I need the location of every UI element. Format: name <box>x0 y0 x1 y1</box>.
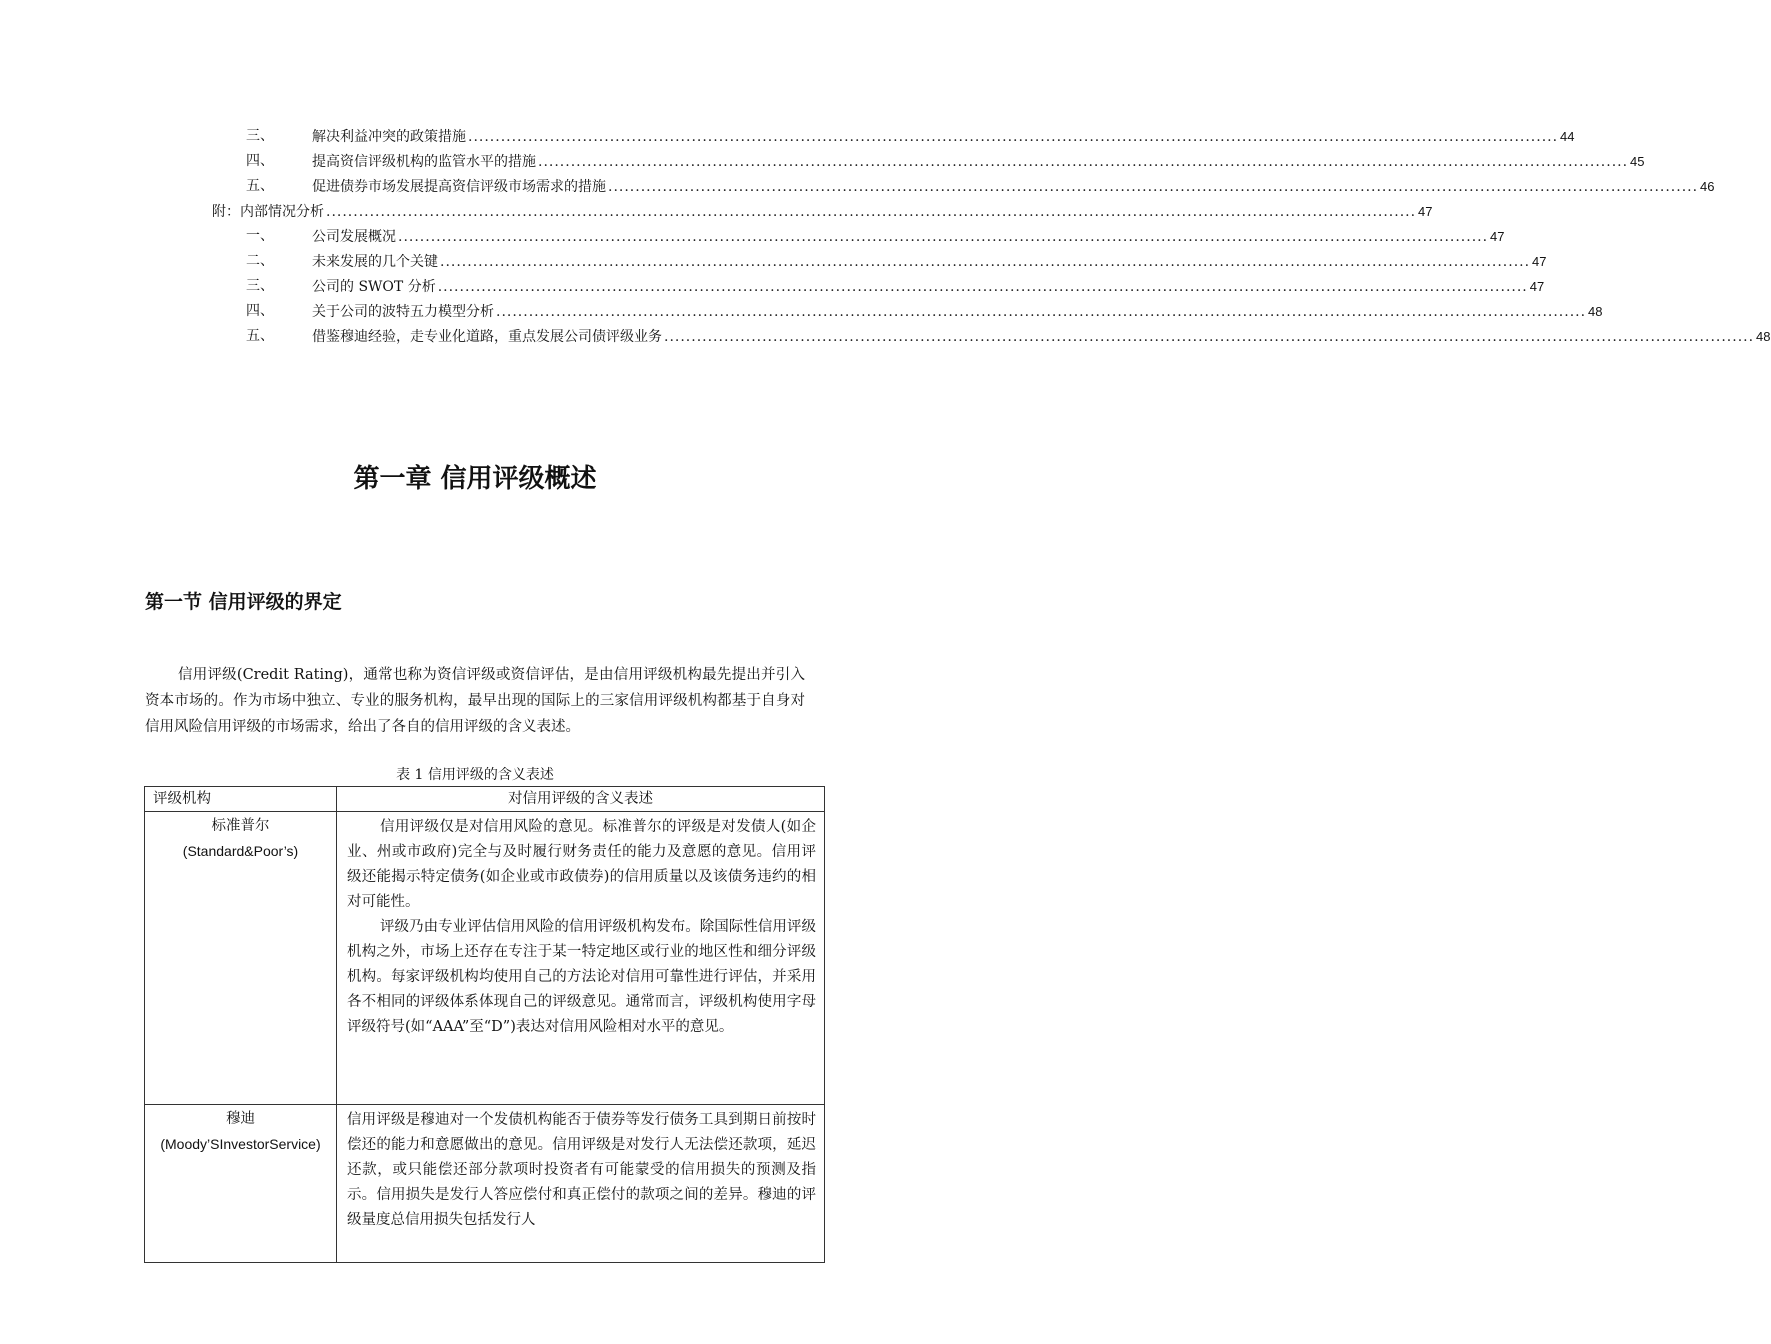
toc-entry-line <box>312 324 1771 350</box>
toc-entry-title: 公司的 SWOT 分析 <box>312 279 436 295</box>
toc-entry-number: 三、 <box>246 278 274 294</box>
toc-entry[interactable] <box>0 249 1547 274</box>
toc-entry-number: 二、 <box>246 253 274 269</box>
toc-dot-leader: ........................................................................................................................................................................................................ <box>496 304 1587 320</box>
toc-entry-number: 四、 <box>246 153 274 169</box>
table-row <box>145 1105 825 1263</box>
toc-entry[interactable] <box>0 224 1505 249</box>
toc-entry-line <box>312 149 1645 175</box>
toc-dot-leader: ........................................................................................................................................................................................................ <box>398 229 1489 245</box>
header-definition: 对信用评级的含义表述 <box>337 787 825 812</box>
toc-entry-line <box>312 274 1545 300</box>
table-row <box>145 812 825 1105</box>
toc-dot-leader: ........................................................................................................................................................................................................ <box>468 129 1559 145</box>
section-title: 第一节 信用评级的界定 <box>145 591 342 613</box>
toc-entry-page: 47 <box>1490 229 1505 244</box>
toc-entry[interactable] <box>0 174 1715 199</box>
toc-entry-title: 附：内部情况分析 <box>212 204 324 220</box>
definition-table <box>144 786 825 1263</box>
toc-dot-leader: ........................................................................................................................................................................................................ <box>440 254 1531 270</box>
toc-entry-title: 公司发展概况 <box>312 229 396 245</box>
toc-entry[interactable] <box>0 274 1545 299</box>
toc-entry-page: 44 <box>1560 129 1575 144</box>
toc-entry-title: 未来发展的几个关键 <box>312 254 438 270</box>
definition-paragraph: 评级乃由专业评估信用风险的信用评级机构发布。除国际性信用评级机构之外，市场上还存在专注于某一特定地区或行业的地区性和细分评级机构。每家评级机构均使用自己的方法论对信用可靠性进行评估，并采用各不相同的评级体系体现自己的评级意见。通常而言，评级机构使用字母评级符号(如“AAA”至“D”)表达对信用风险相对水平的意见。 <box>347 919 816 1035</box>
toc-entry-line <box>312 124 1575 150</box>
toc-entry[interactable] <box>0 149 1645 174</box>
toc-entry-page: 47 <box>1418 204 1433 219</box>
toc-entry-page: 48 <box>1756 329 1771 344</box>
toc-entry-line <box>312 249 1547 275</box>
toc-entry-page: 47 <box>1529 279 1545 294</box>
chapter-title: 第一章 信用评级概述 <box>353 464 597 494</box>
org-name-en: (Standard&Poor’s) <box>182 843 299 859</box>
toc-entry-page: 48 <box>1588 304 1603 319</box>
definition-cell <box>337 812 825 1105</box>
toc-entry-line <box>312 224 1505 250</box>
toc-entry-number: 四、 <box>246 303 274 319</box>
toc-entry-title: 关于公司的波特五力模型分析 <box>312 304 494 320</box>
table-caption: 表 1 信用评级的含义表述 <box>396 767 554 783</box>
table-header-row <box>145 787 825 812</box>
toc-entry-page: 46 <box>1700 179 1715 194</box>
toc-entry-number: 三、 <box>246 128 274 144</box>
org-cell <box>145 1105 337 1263</box>
org-name-cn: 穆迪 <box>226 1111 255 1127</box>
toc-entry[interactable] <box>0 324 1771 349</box>
header-org: 评级机构 <box>145 787 337 812</box>
definition-cell <box>337 1105 825 1263</box>
toc-entry-line <box>312 299 1603 325</box>
toc-entry-page: 45 <box>1630 154 1645 169</box>
definition-paragraph: 信用评级是穆迪对一个发债机构能否于债券等发行债务工具到期日前按时偿还的能力和意愿做出的意见。信用评级是对发行人无法偿还款项，延迟还款，或只能偿还部分款项时投资者有可能蒙受的信用损失的预测及指示。信用损失是发行人答应偿付和真正偿付的款项之间的差异。穆迪的评级量度总信用损失包括发行人 <box>347 1112 816 1228</box>
toc-dot-leader: ........................................................................................................................................................................................................ <box>437 279 1528 295</box>
toc-entry-number: 五、 <box>246 178 274 194</box>
toc-entry-number: 一、 <box>246 228 274 244</box>
definition-paragraph: 信用评级仅是对信用风险的意见。标准普尔的评级是对发债人(如企业、州或市政府)完全与及时履行财务责任的能力及意愿的意见。信用评级还能揭示特定债务(如企业或市政债券)的信用质量以及该债务违约的相对可能性。 <box>347 819 816 910</box>
toc-dot-leader: ........................................................................................................................................................................................................ <box>608 179 1699 195</box>
intro-paragraph: 信用评级(Credit Rating)，通常也称为资信评级或资信评估，是由信用评级机构最先提出并引入资本市场的。作为市场中独立、专业的服务机构，最早出现的国际上的三家信用评级机构都基于自身对信用风险信用评级的市场需求，给出了各自的信用评级的含义表述。 <box>145 667 805 735</box>
org-name-cn: 标准普尔 <box>211 818 270 834</box>
org-name-en: (Moody’SInvestorService) <box>160 1136 321 1152</box>
toc-entry-line <box>312 174 1715 200</box>
toc-entry-title: 借鉴穆迪经验，走专业化道路，重点发展公司债评级业务 <box>312 329 662 345</box>
toc-entry[interactable] <box>0 124 1575 149</box>
toc-dot-leader: ........................................................................................................................................................................................................ <box>664 329 1755 345</box>
toc-entry-line <box>212 199 1433 225</box>
toc-dot-leader: ........................................................................................................................................................................................................ <box>538 154 1629 170</box>
org-cell <box>145 812 337 1105</box>
toc-entry-title: 提高资信评级机构的监管水平的措施 <box>312 154 536 170</box>
toc-entry-title: 促进债券市场发展提高资信评级市场需求的措施 <box>312 179 606 195</box>
toc-entry-title: 解决利益冲突的政策措施 <box>312 129 466 145</box>
toc-entry[interactable] <box>0 299 1603 324</box>
toc-dot-leader: ........................................................................................................................................................................................................ <box>326 204 1417 220</box>
toc-entry-page: 47 <box>1532 254 1547 269</box>
toc-entry[interactable] <box>0 199 1433 224</box>
toc-entry-number: 五、 <box>246 328 274 344</box>
